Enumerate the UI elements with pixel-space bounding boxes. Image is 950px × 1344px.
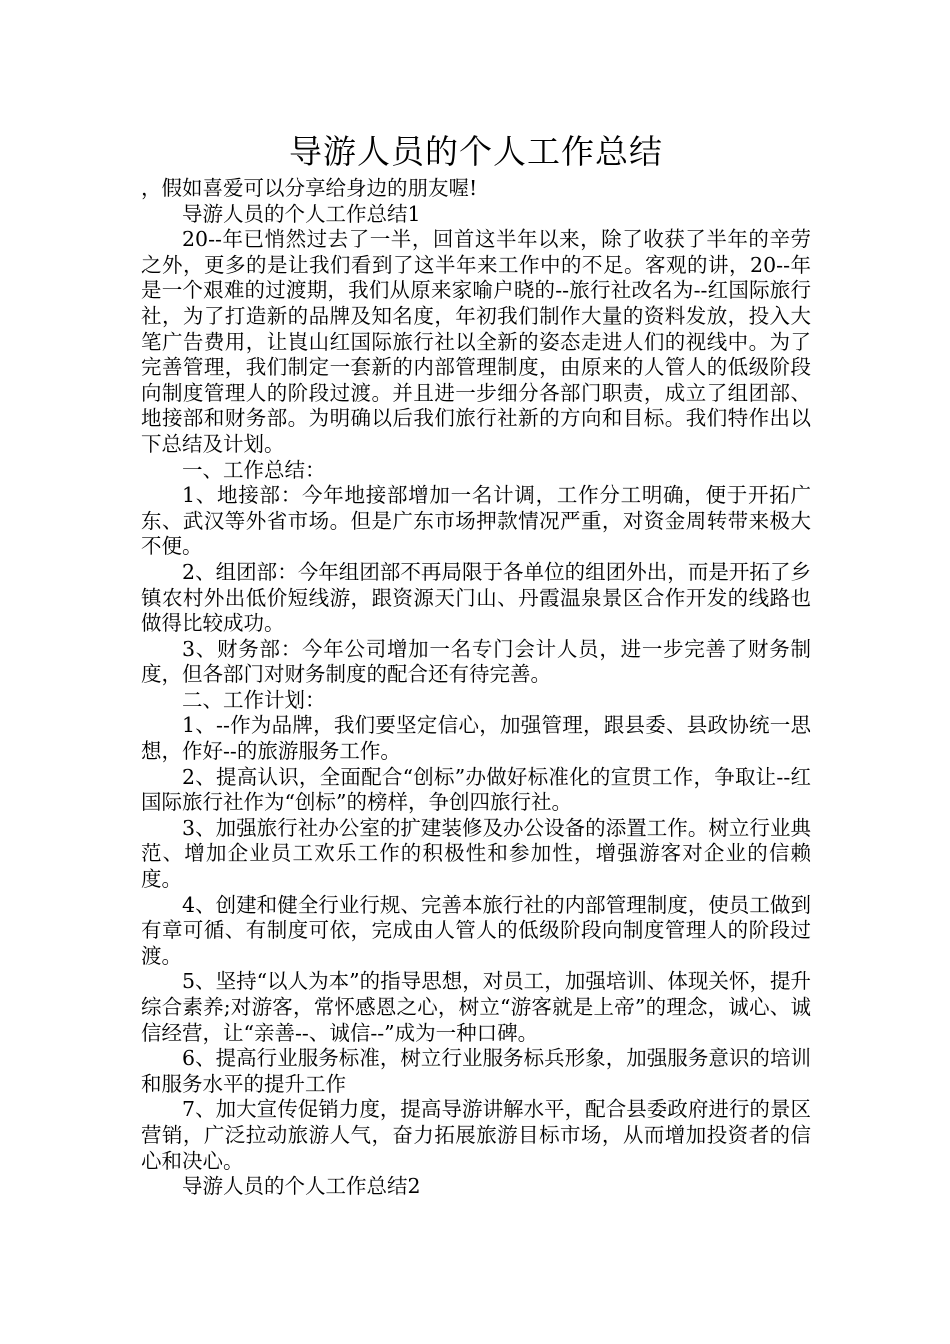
section-heading-2: 导游人员的个人工作总结2 — [182, 1174, 421, 1199]
list-item: 5、坚持“以人为本”的指导思想，对员工，加强培训、体现关怀，提升综合素养;对游客，常怀感恩之心，树立“游客就是上帝”的理念，诚心、诚信经营，让“亲善--、诚信--”成为一种口碑。 — [141, 969, 811, 1045]
list-item: 2、组团部：今年组团部不再局限于各单位的组团外出，而是开拓了乡镇农村外出低价短线游，跟资源天门山、丹霞温泉景区合作开发的线路也做得比较成功。 — [141, 559, 811, 636]
document-title: 导游人员的个人工作总结 — [289, 132, 663, 171]
list-item: 1、地接部：今年地接部增加一名计调，工作分工明确，便于开拓广东、武汉等外省市场。但是广东市场押款情况严重，对资金周转带来极大不便。 — [141, 483, 811, 559]
subheading-work-plan: 二、工作计划： — [182, 687, 326, 712]
body-paragraph: 20--年已悄然过去了一半，回首这半年以来，除了收获了半年的辛劳之外，更多的是让我们看到了这半年来工作中的不足。客观的讲，20--年是一个艰难的过渡期，我们从原来家喻户晓的--旅行社改名为--红国际旅行社，为了打造新的品牌及知名度，年初我们制作大量的资料发放，投入大笔广告费用，让崀山红国际旅行社以全新的姿态走进人们的视线中。为了完善管理，我们制定一套新的内部管理制度，由原来的人管人的低级阶段向制度管理人的阶段过渡。并且进一步细分各部门职责，成立了组团部、地接部和财务部。为明确以后我们旅行社新的方向和目标。我们特作出以下总结及计划。 — [141, 227, 811, 456]
list-item: 6、提高行业服务标准，树立行业服务标兵形象，加强服务意识的培训和服务水平的提升工作 — [141, 1046, 811, 1096]
list-item: 4、创建和健全行业行规、完善本旅行社的内部管理制度，使员工做到有章可循、有制度可依，完成由人管人的低级阶段向制度管理人的阶段过渡。 — [141, 892, 811, 968]
document-page — [141, 130, 811, 1200]
list-item: 3、财务部：今年公司增加一名专门会计人员，进一步完善了财务制度，但各部门对财务制度的配合还有待完善。 — [141, 636, 811, 687]
list-item: 7、加大宣传促销力度，提高导游讲解水平，配合县委政府进行的景区营销，广泛拉动旅游人气，奋力拓展旅游目标市场，从而增加投资者的信心和决心。 — [141, 1097, 811, 1173]
list-item: 1、--作为品牌，我们要坚定信心，加强管理，跟县委、县政协统一思想，作好--的旅游服务工作。 — [141, 713, 811, 764]
document-body — [141, 176, 811, 1200]
list-item: 2、提高认识，全面配合“创标”办做好标准化的宣贯工作，争取让--红国际旅行社作为“创标”的榜样，争创四旅行社。 — [141, 764, 811, 815]
list-item: 3、加强旅行社办公室的扩建装修及办公设备的添置工作。树立行业典范、增加企业员工欢乐工作的积极性和参加性，增强游客对企业的信赖度。 — [141, 815, 811, 892]
subheading-work-summary: 一、工作总结： — [182, 457, 326, 482]
section-heading-1: 导游人员的个人工作总结1 — [182, 201, 421, 226]
intro-line: ，假如喜爱可以分享给身边的朋友喔! — [141, 176, 478, 200]
